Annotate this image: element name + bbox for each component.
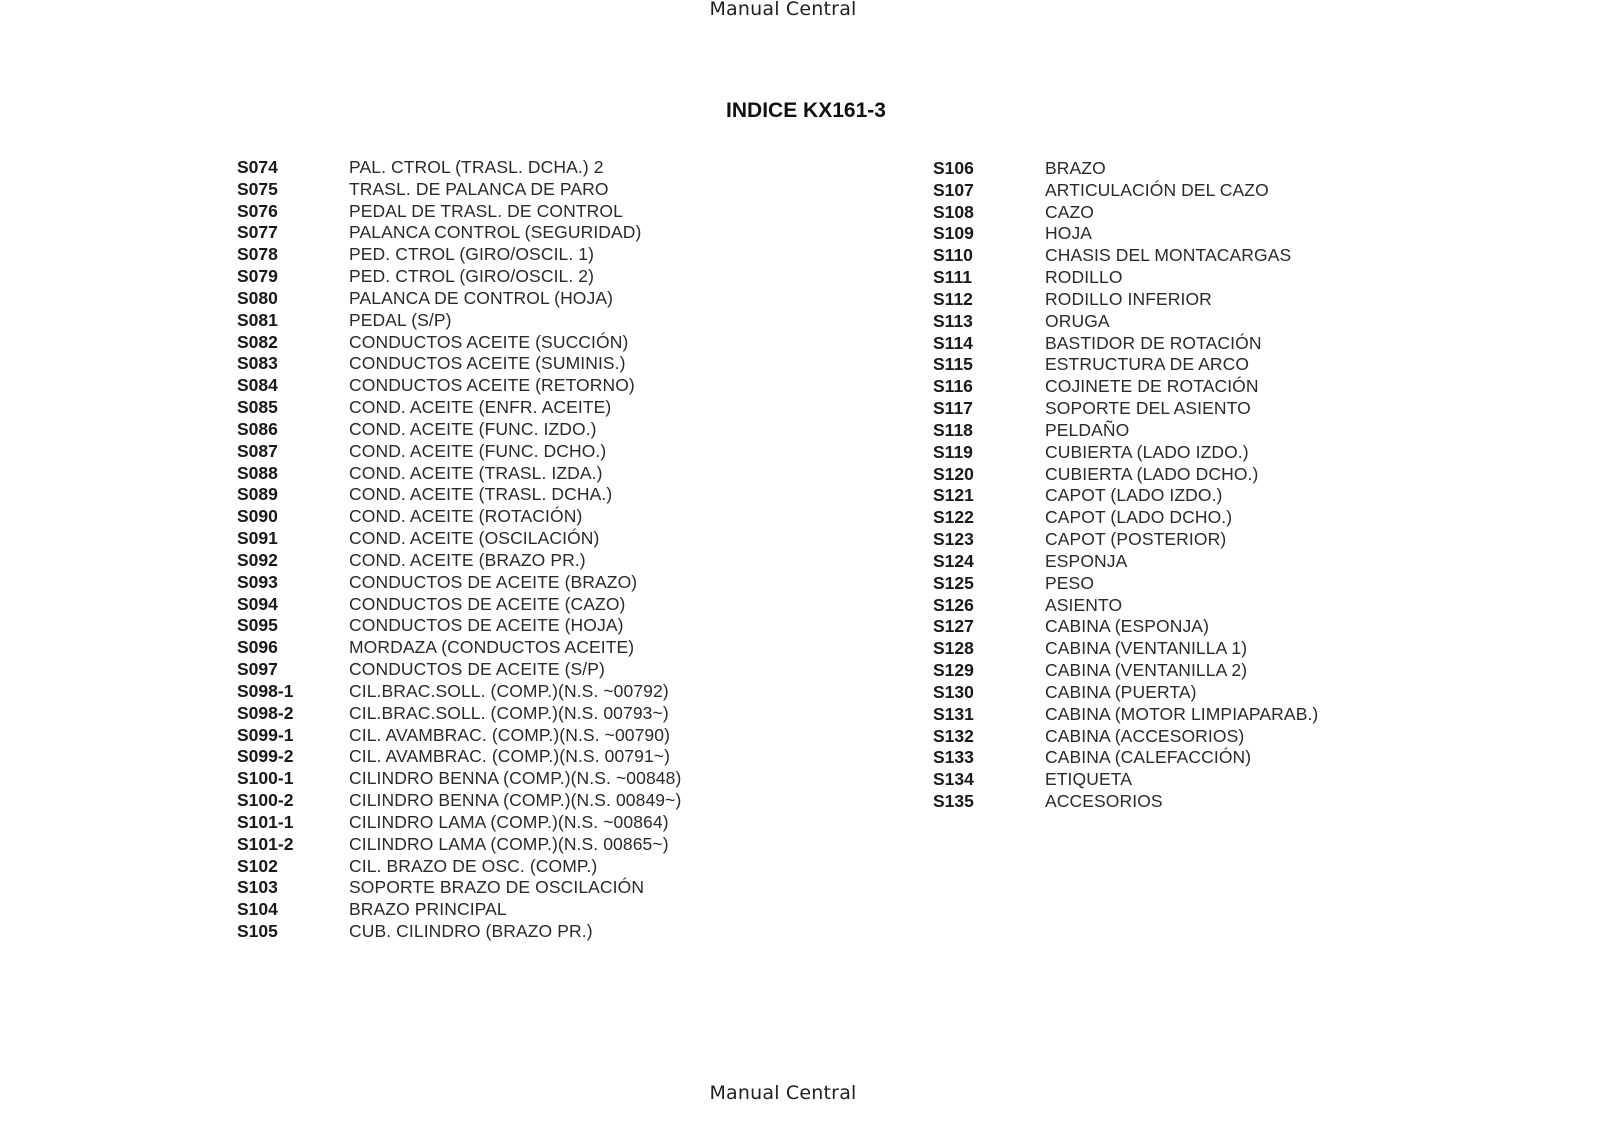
index-entry[interactable] bbox=[237, 288, 681, 310]
index-entry[interactable] bbox=[237, 572, 681, 594]
index-entry[interactable] bbox=[237, 332, 681, 354]
index-entry[interactable] bbox=[933, 464, 1318, 486]
section-description: BRAZO bbox=[1045, 158, 1106, 178]
section-description: CABINA (VENTANILLA 2) bbox=[1045, 660, 1248, 681]
section-description: CUBIERTA (LADO IZDO.) bbox=[1045, 441, 1249, 462]
section-code: S093 bbox=[237, 571, 278, 592]
section-code: S078 bbox=[237, 244, 278, 265]
section-description: CONDUCTOS ACEITE (SUMINIS.) bbox=[349, 353, 626, 374]
index-entry[interactable] bbox=[237, 856, 681, 878]
index-entry[interactable] bbox=[933, 376, 1318, 398]
index-entry[interactable] bbox=[933, 398, 1318, 420]
index-entry[interactable] bbox=[237, 353, 681, 375]
index-entry[interactable] bbox=[237, 877, 681, 899]
index-entry[interactable] bbox=[237, 375, 681, 397]
section-code: S099-1 bbox=[237, 724, 294, 745]
section-code: S124 bbox=[933, 550, 974, 571]
section-code: S076 bbox=[237, 200, 278, 221]
section-code: S075 bbox=[237, 178, 278, 199]
section-description: ESTRUCTURA DE ARCO bbox=[1045, 354, 1250, 375]
index-entry[interactable] bbox=[237, 681, 681, 703]
section-description: CONDUCTOS ACEITE (RETORNO) bbox=[349, 375, 635, 396]
section-description: ARTICULACIÓN DEL CAZO bbox=[1045, 179, 1269, 200]
section-description: CILINDRO BENNA (COMP.)(N.S. 00849~) bbox=[349, 790, 682, 811]
section-description: ASIENTO bbox=[1045, 594, 1123, 615]
section-description: ETIQUETA bbox=[1045, 769, 1133, 790]
index-entry[interactable] bbox=[933, 726, 1318, 748]
section-description: COND. ACEITE (TRASL. IZDA.) bbox=[349, 462, 603, 483]
section-description: COND. ACEITE (FUNC. IZDO.) bbox=[349, 418, 597, 439]
index-entry[interactable] bbox=[237, 790, 681, 812]
index-entry[interactable] bbox=[237, 768, 681, 790]
section-description: TRASL. DE PALANCA DE PARO bbox=[349, 178, 609, 199]
section-description: PED. CTROL (GIRO/OSCIL. 1) bbox=[349, 244, 595, 265]
section-description: CAPOT (POSTERIOR) bbox=[1045, 529, 1227, 550]
section-code: S118 bbox=[933, 419, 973, 440]
index-entry[interactable] bbox=[237, 222, 681, 244]
index-entry[interactable] bbox=[237, 528, 681, 550]
section-code: S121 bbox=[933, 485, 974, 506]
index-entry[interactable] bbox=[933, 289, 1318, 311]
section-code: S100-2 bbox=[237, 790, 294, 811]
section-code: S129 bbox=[933, 660, 974, 681]
index-entry[interactable] bbox=[237, 899, 681, 921]
index-entry[interactable] bbox=[237, 397, 681, 419]
section-description: CHASIS DEL MONTACARGAS bbox=[1045, 245, 1292, 266]
section-description: COND. ACEITE (ENFR. ACEITE) bbox=[349, 397, 612, 418]
section-description: BASTIDOR DE ROTACIÓN bbox=[1045, 332, 1262, 353]
section-description: CAPOT (LADO DCHO.) bbox=[1045, 507, 1233, 528]
section-code: S094 bbox=[237, 593, 278, 614]
section-code: S131 bbox=[933, 703, 974, 724]
index-entry[interactable] bbox=[933, 485, 1318, 507]
section-description: CIL.BRAC.SOLL. (COMP.)(N.S. ~00792) bbox=[349, 680, 669, 701]
section-code: S092 bbox=[237, 549, 278, 570]
section-code: S104 bbox=[237, 899, 278, 920]
index-entry[interactable] bbox=[933, 158, 1318, 180]
section-description: RODILLO INFERIOR bbox=[1045, 288, 1212, 309]
section-description: BRAZO PRINCIPAL bbox=[349, 899, 507, 920]
index-entry[interactable] bbox=[237, 594, 681, 616]
page-title: INDICE KX161-3 bbox=[726, 99, 886, 122]
section-description: PALANCA DE CONTROL (HOJA) bbox=[349, 287, 614, 308]
section-description: CILINDRO LAMA (COMP.)(N.S. ~00864) bbox=[349, 811, 669, 832]
section-description: COND. ACEITE (FUNC. DCHO.) bbox=[349, 440, 607, 461]
section-code: S106 bbox=[933, 158, 974, 178]
section-description: PALANCA CONTROL (SEGURIDAD) bbox=[349, 222, 642, 243]
index-entry[interactable] bbox=[933, 747, 1318, 769]
section-description: CONDUCTOS DE ACEITE (BRAZO) bbox=[349, 571, 638, 592]
index-entry[interactable] bbox=[933, 551, 1318, 573]
index-entry[interactable] bbox=[237, 441, 681, 463]
section-code: S082 bbox=[237, 331, 278, 352]
section-code: S089 bbox=[237, 484, 278, 505]
section-code: S116 bbox=[933, 376, 973, 397]
section-code: S077 bbox=[237, 222, 278, 243]
section-code: S128 bbox=[933, 638, 974, 659]
running-header: Manual Central bbox=[709, 0, 857, 20]
index-entry[interactable] bbox=[933, 507, 1318, 529]
index-entry[interactable] bbox=[237, 179, 681, 201]
section-description: ACCESORIOS bbox=[1045, 791, 1163, 812]
section-code: S099-2 bbox=[237, 746, 294, 767]
section-code: S103 bbox=[237, 877, 278, 898]
index-entry[interactable] bbox=[237, 550, 681, 572]
section-code: S133 bbox=[933, 747, 974, 768]
index-entry[interactable] bbox=[237, 703, 681, 725]
section-code: S130 bbox=[933, 681, 974, 702]
section-code: S123 bbox=[933, 529, 974, 550]
index-entry[interactable] bbox=[237, 266, 681, 288]
section-description: CONDUCTOS DE ACEITE (CAZO) bbox=[349, 593, 626, 614]
index-entry[interactable] bbox=[933, 420, 1318, 442]
section-code: S102 bbox=[237, 855, 278, 876]
index-entry[interactable] bbox=[933, 180, 1318, 202]
section-description: MORDAZA (CONDUCTOS ACEITE) bbox=[349, 637, 635, 658]
section-code: S091 bbox=[237, 528, 278, 549]
index-entry[interactable] bbox=[237, 244, 681, 266]
index-entry[interactable] bbox=[933, 223, 1318, 245]
section-description: CILINDRO BENNA (COMP.)(N.S. ~00848) bbox=[349, 768, 682, 789]
index-entry[interactable] bbox=[933, 791, 1318, 813]
index-entry[interactable] bbox=[933, 682, 1318, 704]
section-code: S120 bbox=[933, 463, 974, 484]
section-description: CABINA (CALEFACCIÓN) bbox=[1045, 747, 1252, 768]
index-entry[interactable] bbox=[237, 201, 681, 223]
section-description: CONDUCTOS ACEITE (SUCCIÓN) bbox=[349, 331, 629, 352]
index-entry[interactable] bbox=[933, 354, 1318, 376]
index-entry[interactable] bbox=[933, 638, 1318, 660]
section-code: S119 bbox=[933, 441, 973, 462]
section-description: PED. CTROL (GIRO/OSCIL. 2) bbox=[349, 266, 595, 287]
section-description: COND. ACEITE (BRAZO PR.) bbox=[349, 549, 586, 570]
section-description: CILINDRO LAMA (COMP.)(N.S. 00865~) bbox=[349, 833, 669, 854]
index-entry[interactable] bbox=[237, 659, 681, 681]
section-code: S090 bbox=[237, 506, 278, 527]
index-entry[interactable] bbox=[933, 245, 1318, 267]
section-code: S115 bbox=[933, 354, 973, 375]
index-entry[interactable] bbox=[933, 769, 1318, 791]
section-description: PESO bbox=[1045, 572, 1095, 593]
index-entry[interactable] bbox=[237, 746, 681, 768]
section-code: S098-2 bbox=[237, 702, 294, 723]
section-description: COJINETE DE ROTACIÓN bbox=[1045, 376, 1259, 397]
section-code: S088 bbox=[237, 462, 278, 483]
index-entry[interactable] bbox=[237, 921, 681, 943]
index-entry[interactable] bbox=[237, 310, 681, 332]
section-description: CABINA (ACCESORIOS) bbox=[1045, 725, 1245, 746]
section-code: S095 bbox=[237, 615, 278, 636]
section-description: HOJA bbox=[1045, 223, 1093, 244]
section-description: SOPORTE BRAZO DE OSCILACIÓN bbox=[349, 877, 645, 898]
section-description: SOPORTE DEL ASIENTO bbox=[1045, 398, 1251, 419]
index-entry[interactable] bbox=[237, 463, 681, 485]
section-code: S109 bbox=[933, 223, 974, 244]
index-entry[interactable] bbox=[933, 202, 1318, 224]
section-description: CABINA (MOTOR LIMPIAPARAB.) bbox=[1045, 703, 1319, 724]
section-description: CUBIERTA (LADO DCHO.) bbox=[1045, 463, 1259, 484]
section-code: S085 bbox=[237, 397, 278, 418]
section-code: S087 bbox=[237, 440, 278, 461]
section-code: S126 bbox=[933, 594, 974, 615]
section-code: S097 bbox=[237, 659, 278, 680]
section-description: CABINA (VENTANILLA 1) bbox=[1045, 638, 1248, 659]
section-code: S081 bbox=[237, 309, 278, 330]
section-description: ORUGA bbox=[1045, 310, 1110, 331]
index-entry[interactable] bbox=[237, 812, 681, 834]
index-entry[interactable] bbox=[237, 725, 681, 747]
index-right-column bbox=[933, 158, 1318, 813]
section-description: PELDAÑO bbox=[1045, 419, 1130, 440]
index-entry[interactable] bbox=[933, 311, 1318, 333]
section-code: S101-2 bbox=[237, 833, 294, 854]
section-description: PAL. CTROL (TRASL. DCHA.) 2 bbox=[349, 157, 604, 177]
section-code: S110 bbox=[933, 245, 973, 266]
section-description: COND. ACEITE (TRASL. DCHA.) bbox=[349, 484, 613, 505]
section-description: CUB. CILINDRO (BRAZO PR.) bbox=[349, 920, 593, 941]
section-code: S084 bbox=[237, 375, 278, 396]
section-description: CONDUCTOS DE ACEITE (S/P) bbox=[349, 659, 605, 680]
section-code: S079 bbox=[237, 266, 278, 287]
section-code: S100-1 bbox=[237, 768, 294, 789]
section-description: CIL. AVAMBRAC. (COMP.)(N.S. 00791~) bbox=[349, 746, 671, 767]
index-entry[interactable] bbox=[237, 157, 681, 179]
section-code: S074 bbox=[237, 157, 278, 177]
section-description: COND. ACEITE (OSCILACIÓN) bbox=[349, 528, 600, 549]
section-description: PEDAL DE TRASL. DE CONTROL bbox=[349, 200, 623, 221]
section-code: S135 bbox=[933, 791, 974, 812]
section-code: S134 bbox=[933, 769, 974, 790]
section-code: S127 bbox=[933, 616, 974, 637]
section-description: CIL. BRAZO DE OSC. (COMP.) bbox=[349, 855, 598, 876]
section-code: S086 bbox=[237, 418, 278, 439]
section-code: S107 bbox=[933, 179, 974, 200]
index-entry[interactable] bbox=[933, 595, 1318, 617]
index-entry[interactable] bbox=[237, 484, 681, 506]
index-entry[interactable] bbox=[933, 333, 1318, 355]
section-code: S125 bbox=[933, 572, 974, 593]
section-description: CONDUCTOS DE ACEITE (HOJA) bbox=[349, 615, 624, 636]
section-code: S111 bbox=[933, 267, 972, 288]
index-left-column bbox=[237, 157, 681, 943]
section-description: CABINA (PUERTA) bbox=[1045, 681, 1197, 702]
section-code: S083 bbox=[237, 353, 278, 374]
section-code: S098-1 bbox=[237, 680, 294, 701]
section-code: S105 bbox=[237, 920, 278, 941]
index-entry[interactable] bbox=[933, 529, 1318, 551]
section-description: CABINA (ESPONJA) bbox=[1045, 616, 1209, 637]
index-entry[interactable] bbox=[237, 834, 681, 856]
index-entry[interactable] bbox=[933, 442, 1318, 464]
section-code: S113 bbox=[933, 310, 973, 331]
index-entry[interactable] bbox=[237, 506, 681, 528]
section-description: PEDAL (S/P) bbox=[349, 309, 452, 330]
index-entry[interactable] bbox=[933, 660, 1318, 682]
section-code: S132 bbox=[933, 725, 974, 746]
running-footer: Manual Central bbox=[709, 1082, 857, 1104]
section-code: S117 bbox=[933, 398, 973, 419]
section-description: CAZO bbox=[1045, 201, 1095, 222]
section-code: S108 bbox=[933, 201, 974, 222]
section-code: S114 bbox=[933, 332, 973, 353]
index-entry[interactable] bbox=[933, 704, 1318, 726]
section-description: ESPONJA bbox=[1045, 550, 1128, 571]
section-description: RODILLO bbox=[1045, 267, 1123, 288]
section-description: COND. ACEITE (ROTACIÓN) bbox=[349, 506, 583, 527]
index-entry[interactable] bbox=[237, 637, 681, 659]
index-entry[interactable] bbox=[933, 616, 1318, 638]
section-code: S122 bbox=[933, 507, 974, 528]
index-entry[interactable] bbox=[237, 615, 681, 637]
section-description: CAPOT (LADO IZDO.) bbox=[1045, 485, 1223, 506]
index-entry[interactable] bbox=[933, 573, 1318, 595]
section-code: S080 bbox=[237, 287, 278, 308]
section-code: S096 bbox=[237, 637, 278, 658]
section-description: CIL. AVAMBRAC. (COMP.)(N.S. ~00790) bbox=[349, 724, 671, 745]
index-entry[interactable] bbox=[237, 419, 681, 441]
section-code: S101-1 bbox=[237, 811, 294, 832]
section-code: S112 bbox=[933, 288, 973, 309]
index-entry[interactable] bbox=[933, 267, 1318, 289]
section-description: CIL.BRAC.SOLL. (COMP.)(N.S. 00793~) bbox=[349, 702, 669, 723]
